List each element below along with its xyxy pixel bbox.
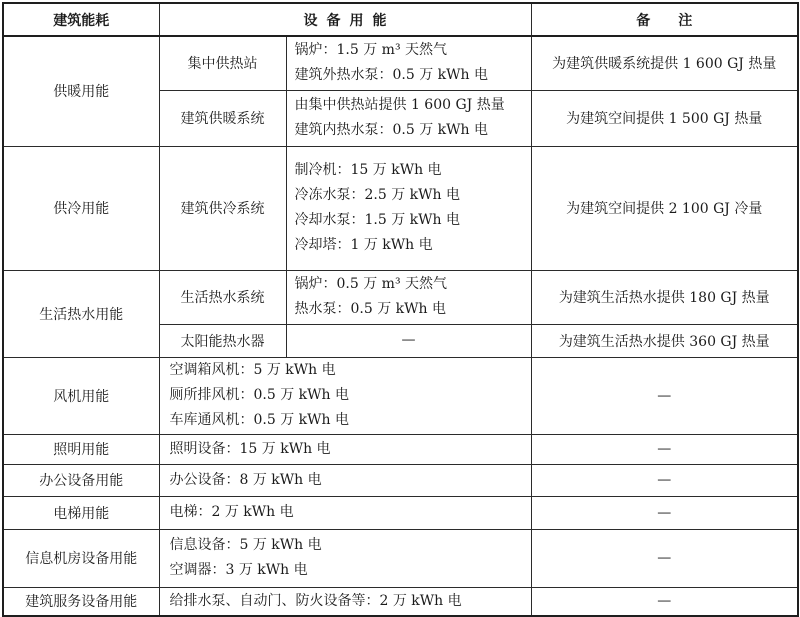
detail-line: 冷冻水泵：2.5 万 kWh 电 — [294, 187, 461, 203]
details-cell — [159, 496, 531, 529]
system-cell: 建筑供冷系统 — [159, 146, 286, 270]
table-row — [3, 270, 798, 324]
detail-line: 建筑外热水泵：0.5 万 kWh 电 — [294, 67, 489, 84]
detail-line: 由集中供热站提供 1 600 GJ 热量 — [294, 97, 505, 113]
header-remarks: 备 注 — [531, 3, 798, 36]
details-cell — [159, 357, 531, 434]
detail-line: 车库通风机：0.5 万 kWh 电 — [169, 412, 350, 428]
detail-line: 锅炉：1.5 万 m³ 天然气 — [294, 42, 448, 59]
details-cell — [286, 36, 531, 90]
details-cell — [286, 146, 531, 270]
details-cell — [159, 434, 531, 464]
detail-line: 热水泵：0.5 万 kWh 电 — [294, 301, 447, 317]
category-cell: 建筑服务设备用能 — [3, 587, 159, 616]
detail-line: 电梯：2 万 kWh 电 — [169, 504, 294, 520]
table-row — [3, 146, 798, 270]
remark-cell: — — [531, 587, 798, 616]
detail-line: 空调器：3 万 kWh 电 — [169, 562, 308, 578]
details-cell — [159, 464, 531, 496]
remark-cell: — — [531, 464, 798, 496]
detail-line: 给排水泵、自动门、防火设备等：2 万 kWh 电 — [169, 592, 462, 609]
remark-cell: 为建筑生活热水提供 180 GJ 热量 — [531, 270, 798, 324]
remark-cell: 为建筑供暖系统提供 1 600 GJ 热量 — [531, 36, 798, 90]
detail-line: 办公设备：8 万 kWh 电 — [169, 471, 322, 488]
category-cell: 生活热水用能 — [3, 270, 159, 357]
category-cell: 供暖用能 — [3, 36, 159, 146]
table-row — [3, 36, 798, 90]
category-cell: 电梯用能 — [3, 496, 159, 529]
remark-cell: — — [531, 434, 798, 464]
detail-line: 冷却水泵：1.5 万 kWh 电 — [294, 212, 461, 228]
detail-line: — — [401, 332, 416, 348]
remark-cell: — — [531, 496, 798, 529]
details-cell — [159, 529, 531, 587]
header-equipment: 设备用能 — [159, 3, 531, 36]
system-cell: 建筑供暖系统 — [159, 90, 286, 146]
detail-line: 冷却塔：1 万 kWh 电 — [294, 237, 433, 253]
category-cell: 风机用能 — [3, 357, 159, 434]
table-row — [3, 434, 798, 464]
detail-line: 信息设备：5 万 kWh 电 — [169, 537, 322, 553]
details-cell — [286, 90, 531, 146]
header-category: 建筑能耗 — [3, 3, 159, 36]
table-row — [3, 496, 798, 529]
remark-cell: — — [531, 529, 798, 587]
system-cell: 集中供热站 — [159, 36, 286, 90]
detail-line: 空调箱风机：5 万 kWh 电 — [169, 362, 336, 378]
detail-line: 制冷机：15 万 kWh 电 — [294, 162, 442, 178]
category-cell: 办公设备用能 — [3, 464, 159, 496]
table-head — [3, 3, 798, 36]
remark-cell: 为建筑生活热水提供 360 GJ 热量 — [531, 324, 798, 357]
building-energy-table — [2, 2, 799, 617]
remark-cell: — — [531, 357, 798, 434]
table-row — [3, 464, 798, 496]
details-cell — [286, 270, 531, 324]
system-cell: 太阳能热水器 — [159, 324, 286, 357]
table-body — [3, 36, 798, 616]
details-cell — [159, 587, 531, 616]
detail-line: 照明设备：15 万 kWh 电 — [169, 440, 331, 457]
remark-cell: 为建筑空间提供 2 100 GJ 冷量 — [531, 146, 798, 270]
remark-cell: 为建筑空间提供 1 500 GJ 热量 — [531, 90, 798, 146]
category-cell: 照明用能 — [3, 434, 159, 464]
header-row — [3, 3, 798, 36]
detail-line: 厕所排风机：0.5 万 kWh 电 — [169, 387, 350, 403]
category-cell: 供冷用能 — [3, 146, 159, 270]
category-cell: 信息机房设备用能 — [3, 529, 159, 587]
detail-line: 锅炉：0.5 万 m³ 天然气 — [294, 276, 448, 292]
table-row — [3, 587, 798, 616]
details-cell — [286, 324, 531, 357]
table-row — [3, 529, 798, 587]
system-cell: 生活热水系统 — [159, 270, 286, 324]
table-row — [3, 357, 798, 434]
detail-line: 建筑内热水泵：0.5 万 kWh 电 — [294, 122, 489, 138]
